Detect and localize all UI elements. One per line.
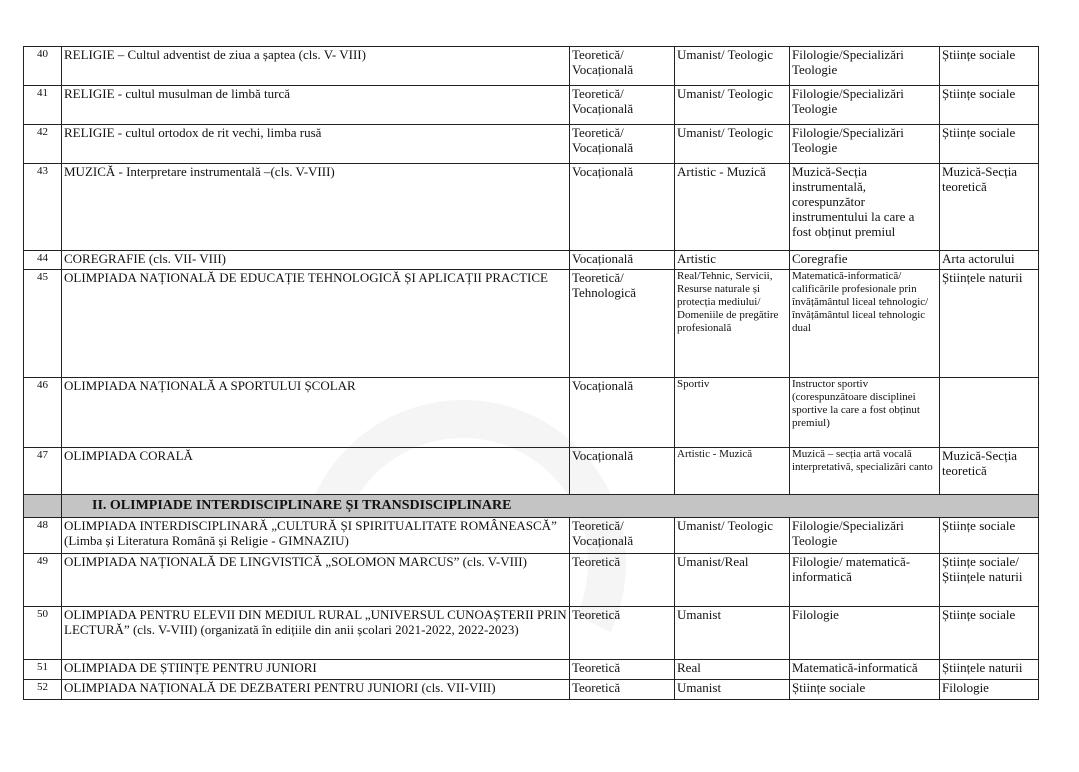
cell-profil: Umanist [675,607,790,660]
cell-disciplina: COREGRAFIE (cls. VII- VIII) [62,251,570,270]
cell-filiera: Teoretică [570,554,675,607]
section-title-cell [62,495,1039,518]
cell-profil: Umanist/ Teologic [675,125,790,164]
cell-specializare: Filologie/Specializări Teologie [790,125,940,164]
section-num-cell [24,495,62,518]
cell-domeniu: Științe sociale/Științele naturii [940,554,1039,607]
table-row [24,518,1039,554]
table-row [24,554,1039,607]
cell-nr: 52 [24,680,62,700]
cell-profil: Artistic - Muzică [675,164,790,251]
table-row [24,660,1039,680]
cell-profil: Umanist [675,680,790,700]
cell-filiera: Vocațională [570,378,675,448]
cell-nr: 43 [24,164,62,251]
cell-profil: Umanist/ Teologic [675,518,790,554]
cell-filiera: Teoretică [570,660,675,680]
cell-nr: 50 [24,607,62,660]
cell-specializare: Matematică-informatică [790,660,940,680]
cell-domeniu: Științe sociale [940,125,1039,164]
cell-domeniu: Științele naturii [940,270,1039,378]
cell-disciplina: RELIGIE – Cultul adventist de ziua a șaptea (cls. V- VIII) [62,47,570,86]
cell-domeniu: Muzică-Secția teoretică [940,164,1039,251]
cell-nr: 46 [24,378,62,448]
cell-filiera: Vocațională [570,448,675,495]
cell-domeniu: Filologie [940,680,1039,700]
cell-domeniu: Științele naturii [940,660,1039,680]
cell-profil: Real/Tehnic, Servicii, Resurse naturale și protecția mediului/ Domeniile de pregătire profesională [675,270,790,378]
cell-specializare: Muzică – secția artă vocală interpretativă, specializări canto [790,448,940,495]
table-row [24,125,1039,164]
cell-domeniu [940,378,1039,448]
cell-specializare: Filologie/ matematică-informatică [790,554,940,607]
cell-domeniu: Științe sociale [940,47,1039,86]
cell-filiera: Teoretică [570,607,675,660]
cell-disciplina: RELIGIE - cultul ortodox de rit vechi, limba rusă [62,125,570,164]
cell-disciplina: OLIMPIADA NAȚIONALĂ DE EDUCAȚIE TEHNOLOGICĂ ȘI APLICAȚII PRACTICE [62,270,570,378]
cell-disciplina: OLIMPIADA INTERDISCIPLINARĂ „CULTURĂ ȘI SPIRITUALITATE ROMÂNEASCĂ” (Limba și Literatura Română și Religie - GIMNAZIU) [62,518,570,554]
cell-domeniu: Muzică-Secția teoretică [940,448,1039,495]
table-row [24,270,1039,378]
cell-profil: Umanist/Real [675,554,790,607]
cell-nr: 48 [24,518,62,554]
section-row [24,495,1039,518]
table-row [24,86,1039,125]
cell-filiera: Teoretică/ Vocațională [570,125,675,164]
table-row [24,251,1039,270]
cell-specializare: Matematică-informatică/ calificările profesionale prin învățământul liceal tehnologic/ învățământul liceal tehnologic dual [790,270,940,378]
cell-filiera: Teoretică/ Vocațională [570,47,675,86]
cell-nr: 40 [24,47,62,86]
table-row [24,680,1039,700]
cell-profil: Artistic [675,251,790,270]
olympiad-table [23,46,1039,700]
cell-specializare: Filologie/Specializări Teologie [790,47,940,86]
cell-profil: Real [675,660,790,680]
cell-profil: Artistic - Muzică [675,448,790,495]
cell-disciplina: OLIMPIADA NAȚIONALĂ DE DEZBATERI PENTRU JUNIORI (cls. VII-VIII) [62,680,570,700]
section-header [24,495,1039,518]
cell-nr: 49 [24,554,62,607]
cell-specializare: Muzică-Secția instrumentală, corespunzător instrumentului la care a fost obținut premiul [790,164,940,251]
table-row [24,47,1039,86]
cell-filiera: Teoretică/ Vocațională [570,518,675,554]
cell-disciplina: MUZICĂ - Interpretare instrumentală –(cls. V-VIII) [62,164,570,251]
cell-domeniu: Științe sociale [940,86,1039,125]
cell-domeniu: Științe sociale [940,518,1039,554]
cell-disciplina: OLIMPIADA CORALĂ [62,448,570,495]
table-body-part2 [24,518,1039,700]
cell-filiera: Vocațională [570,164,675,251]
cell-profil: Umanist/ Teologic [675,86,790,125]
table-body-part1 [24,47,1039,495]
cell-profil: Sportiv [675,378,790,448]
cell-disciplina: OLIMPIADA DE ȘTIINȚE PENTRU JUNIORI [62,660,570,680]
table-row [24,164,1039,251]
cell-disciplina: OLIMPIADA NAȚIONALĂ DE LINGVISTICĂ „SOLOMON MARCUS” (cls. V-VIII) [62,554,570,607]
cell-specializare: Coregrafie [790,251,940,270]
cell-specializare: Științe sociale [790,680,940,700]
cell-filiera: Teoretică/ Vocațională [570,86,675,125]
cell-specializare: Filologie [790,607,940,660]
cell-nr: 41 [24,86,62,125]
cell-nr: 42 [24,125,62,164]
table-row [24,378,1039,448]
cell-specializare: Instructor sportiv (corespunzătoare disciplinei sportive la care a fost obținut premiul) [790,378,940,448]
cell-domeniu: Arta actorului [940,251,1039,270]
cell-nr: 44 [24,251,62,270]
cell-disciplina: RELIGIE - cultul musulman de limbă turcă [62,86,570,125]
cell-domeniu: Științe sociale [940,607,1039,660]
cell-specializare: Filologie/Specializări Teologie [790,86,940,125]
cell-filiera: Teoretică [570,680,675,700]
cell-specializare: Filologie/Specializări Teologie [790,518,940,554]
cell-filiera: Vocațională [570,251,675,270]
section-title: II. OLIMPIADE INTERDISCIPLINARE ȘI TRANSDISCIPLINARE [92,498,512,513]
cell-nr: 45 [24,270,62,378]
table-row [24,448,1039,495]
cell-disciplina: OLIMPIADA PENTRU ELEVII DIN MEDIUL RURAL „UNIVERSUL CUNOAȘTERII PRIN LECTURĂ” (cls. V-VIII) (organizată în edițiile din anii școlari 2021-2022, 2022-2023) [62,607,570,660]
cell-disciplina: OLIMPIADA NAȚIONALĂ A SPORTULUI ȘCOLAR [62,378,570,448]
table-row [24,607,1039,660]
cell-nr: 47 [24,448,62,495]
cell-nr: 51 [24,660,62,680]
cell-profil: Umanist/ Teologic [675,47,790,86]
cell-filiera: Teoretică/ Tehnologică [570,270,675,378]
